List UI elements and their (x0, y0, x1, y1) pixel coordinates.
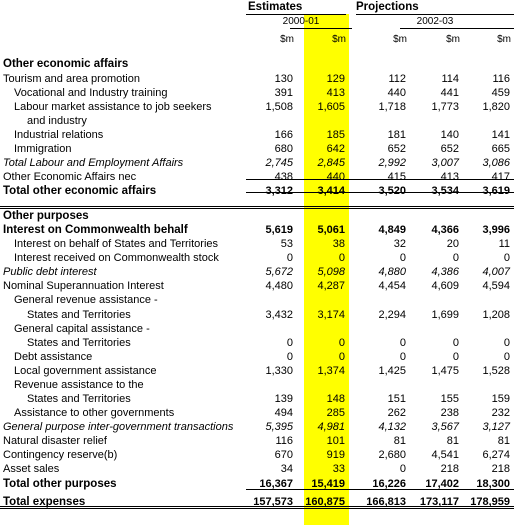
table-row (0, 58, 514, 72)
table-row (0, 323, 514, 337)
row-value: 173,117 (419, 496, 459, 508)
row-label: Immigration (14, 143, 72, 155)
table-row (0, 210, 514, 224)
row-value: 0 (503, 351, 510, 363)
row-value: 440 (387, 87, 406, 99)
table-row (0, 73, 514, 87)
row-value: 4,007 (482, 266, 510, 278)
row-value: 413 (326, 87, 345, 99)
row-value: 1,208 (482, 309, 510, 321)
estimates-heading: Estimates (248, 1, 303, 13)
row-value: 0 (399, 337, 406, 349)
row-label: Total other economic affairs (3, 185, 157, 197)
row-value: 4,480 (265, 280, 293, 292)
row-label: Assistance to other governments (14, 407, 175, 419)
row-label: Total expenses (3, 496, 86, 508)
table-row (0, 365, 514, 379)
row-value: 6,274 (482, 449, 510, 461)
row-value: 4,981 (317, 421, 345, 433)
row-value: 652 (387, 143, 406, 155)
row-value: 16,226 (372, 478, 406, 490)
table-row (0, 238, 514, 252)
row-value: 130 (274, 73, 293, 85)
row-value: 1,374 (317, 365, 345, 377)
table-row (0, 143, 514, 157)
row-value: 0 (286, 337, 293, 349)
row-value: 116 (275, 435, 293, 447)
row-value: 2,680 (378, 449, 406, 461)
row-label: Total Labour and Employment Affairs (3, 157, 184, 169)
row-label: Natural disaster relief (3, 435, 107, 447)
row-label: Labour market assistance to job seekers (14, 101, 212, 113)
row-value: 3,567 (431, 421, 459, 433)
row-label: Nominal Superannuation Interest (3, 280, 164, 292)
row-value: 262 (387, 407, 406, 419)
row-value: 0 (399, 351, 406, 363)
row-value: 18,300 (476, 478, 510, 490)
year-rule-estimates (290, 28, 352, 29)
row-value: 4,541 (431, 449, 459, 461)
row-label: General revenue assistance - (14, 294, 158, 306)
table-row (0, 171, 514, 185)
year-projections: 2002-03 (416, 16, 454, 27)
row-value: 652 (440, 143, 459, 155)
row-value: 4,386 (431, 266, 459, 278)
row-label: States and Territories (27, 309, 131, 321)
row-value: 151 (387, 393, 406, 405)
unit-label: $m (497, 34, 511, 45)
row-value: 0 (452, 337, 459, 349)
row-value: 20 (446, 238, 459, 250)
row-value: 181 (387, 129, 406, 141)
row-value: 114 (441, 73, 459, 85)
table-row (0, 351, 514, 365)
row-value: 141 (491, 129, 510, 141)
row-value: 0 (338, 252, 345, 264)
row-value: 5,061 (317, 224, 345, 236)
row-value: 238 (440, 407, 459, 419)
row-value: 1,508 (265, 101, 293, 113)
row-label: Other purposes (3, 210, 89, 222)
row-value: 166 (274, 129, 293, 141)
row-value: 116 (492, 73, 510, 85)
row-value: 3,007 (431, 157, 459, 169)
row-value: 1,425 (378, 365, 406, 377)
row-value: 680 (274, 143, 293, 155)
year-estimates: 2000-01 (282, 16, 320, 27)
row-value: 2,992 (378, 157, 406, 169)
row-value: 3,619 (482, 185, 510, 197)
row-value: 3,174 (317, 309, 345, 321)
row-label: Total other purposes (3, 478, 117, 490)
unit-label: $m (446, 34, 460, 45)
unit-label: $m (332, 34, 346, 45)
table-row (0, 393, 514, 407)
row-value: 3,996 (482, 224, 510, 236)
row-label: General purpose inter-government transactions (3, 421, 234, 433)
row-value: 1,475 (431, 365, 459, 377)
row-value: 1,820 (482, 101, 510, 113)
row-value: 16,367 (259, 478, 293, 490)
row-label: Public debt interest (3, 266, 97, 278)
row-value: 2,845 (317, 157, 345, 169)
row-label: Interest received on Commonwealth stock (14, 252, 219, 264)
row-label: Industrial relations (14, 129, 104, 141)
row-value: 1,330 (265, 365, 293, 377)
row-value: 4,594 (482, 280, 510, 292)
row-value: 5,098 (317, 266, 345, 278)
row-value: 665 (491, 143, 510, 155)
row-label: Tourism and area promotion (3, 73, 140, 85)
row-value: 2,745 (265, 157, 293, 169)
row-label: States and Territories (27, 337, 131, 349)
row-value: 166,813 (366, 496, 406, 508)
row-value: 3,520 (378, 185, 406, 197)
row-value: 1,699 (431, 309, 459, 321)
row-value: 38 (332, 238, 345, 250)
row-label: General capital assistance - (14, 323, 150, 335)
row-value: 5,395 (265, 421, 293, 433)
row-value: 4,366 (431, 224, 459, 236)
row-value: 185 (326, 129, 345, 141)
row-value: 3,127 (482, 421, 510, 433)
table-row (0, 407, 514, 421)
table-row (0, 129, 514, 143)
row-value: 218 (440, 463, 459, 475)
row-value: 5,672 (265, 266, 293, 278)
row-value: 440 (326, 171, 345, 183)
row-label: Other Economic Affairs nec (3, 171, 137, 183)
row-label: Revenue assistance to the (14, 379, 144, 391)
row-value: 415 (387, 171, 406, 183)
row-value: 285 (326, 407, 345, 419)
estimates-rule (246, 14, 346, 15)
row-value: 3,432 (265, 309, 293, 321)
row-value: 391 (274, 87, 293, 99)
row-value: 459 (491, 87, 510, 99)
row-value: 0 (452, 351, 459, 363)
row-value: 33 (332, 463, 345, 475)
row-value: 441 (440, 87, 459, 99)
row-value: 81 (497, 435, 510, 447)
row-value: 3,414 (317, 185, 345, 197)
row-value: 232 (491, 407, 510, 419)
row-value: 32 (393, 238, 406, 250)
row-value: 139 (274, 393, 293, 405)
row-value: 4,287 (317, 280, 345, 292)
row-value: 112 (388, 73, 406, 85)
row-value: 1,718 (378, 101, 406, 113)
row-value: 4,132 (378, 421, 406, 433)
row-value: 0 (338, 351, 345, 363)
row-value: 1,605 (317, 101, 345, 113)
row-value: 81 (446, 435, 459, 447)
row-value: 1,773 (431, 101, 459, 113)
row-value: 159 (491, 393, 510, 405)
row-value: 178,959 (470, 496, 510, 508)
table-row (0, 266, 514, 280)
table-row (0, 280, 514, 294)
section-double-rule (0, 206, 514, 209)
table-row (0, 115, 514, 129)
row-value: 5,619 (265, 224, 293, 236)
table-row (0, 337, 514, 351)
row-value: 0 (399, 463, 406, 475)
row-value: 129 (326, 73, 345, 85)
table-row (0, 449, 514, 463)
row-value: 642 (326, 143, 345, 155)
row-value: 4,454 (378, 280, 406, 292)
row-value: 0 (338, 337, 345, 349)
row-value: 413 (440, 171, 459, 183)
table-row (0, 224, 514, 238)
row-value: 4,880 (378, 266, 406, 278)
projections-heading: Projections (356, 1, 419, 13)
row-value: 53 (280, 238, 293, 250)
row-label: Interest on Commonwealth behalf (3, 224, 188, 236)
unit-label: $m (393, 34, 407, 45)
row-value: 160,875 (305, 496, 345, 508)
row-label: States and Territories (27, 393, 131, 405)
table-row (0, 185, 514, 199)
row-value: 0 (286, 252, 293, 264)
row-value: 438 (274, 171, 293, 183)
projections-rule (356, 14, 514, 15)
row-value: 101 (326, 435, 345, 447)
table-row (0, 252, 514, 266)
row-value: 494 (274, 407, 293, 419)
row-value: 1,528 (482, 365, 510, 377)
row-value: 0 (452, 252, 459, 264)
row-label: Interest on behalf of States and Territories (14, 238, 219, 250)
row-value: 3,534 (431, 185, 459, 197)
row-value: 15,419 (311, 478, 345, 490)
row-value: 11 (498, 238, 510, 250)
row-label: and industry (27, 115, 87, 127)
row-label: Contingency reserve(b) (3, 449, 118, 461)
table-row (0, 157, 514, 171)
table-row (0, 379, 514, 393)
table-row (0, 496, 514, 510)
row-label: Debt assistance (14, 351, 93, 363)
row-value: 3,312 (265, 185, 293, 197)
row-value: 140 (440, 129, 459, 141)
table-row (0, 463, 514, 477)
table-row (0, 435, 514, 449)
year-rule-projections (400, 28, 514, 29)
row-value: 34 (280, 463, 293, 475)
row-value: 0 (399, 252, 406, 264)
row-value: 157,573 (253, 496, 293, 508)
unit-label: $m (280, 34, 294, 45)
row-value: 670 (274, 449, 293, 461)
row-value: 218 (491, 463, 510, 475)
table-row (0, 101, 514, 115)
row-value: 17,402 (425, 478, 459, 490)
row-value: 4,609 (431, 280, 459, 292)
row-value: 0 (286, 351, 293, 363)
row-label: Vocational and Industry training (14, 87, 168, 99)
row-label: Local government assistance (14, 365, 157, 377)
table-row (0, 421, 514, 435)
table-row (0, 294, 514, 308)
table-row (0, 87, 514, 101)
row-label: Other economic affairs (3, 58, 129, 70)
row-value: 155 (440, 393, 459, 405)
table-row (0, 309, 514, 323)
table-row (0, 478, 514, 492)
row-value: 919 (326, 449, 345, 461)
row-value: 2,294 (378, 309, 406, 321)
row-value: 0 (503, 337, 510, 349)
row-value: 81 (393, 435, 406, 447)
row-label: Asset sales (3, 463, 60, 475)
row-value: 3,086 (482, 157, 510, 169)
row-value: 148 (326, 393, 345, 405)
row-value: 0 (503, 252, 510, 264)
row-value: 4,849 (378, 224, 406, 236)
row-value: 417 (491, 171, 510, 183)
